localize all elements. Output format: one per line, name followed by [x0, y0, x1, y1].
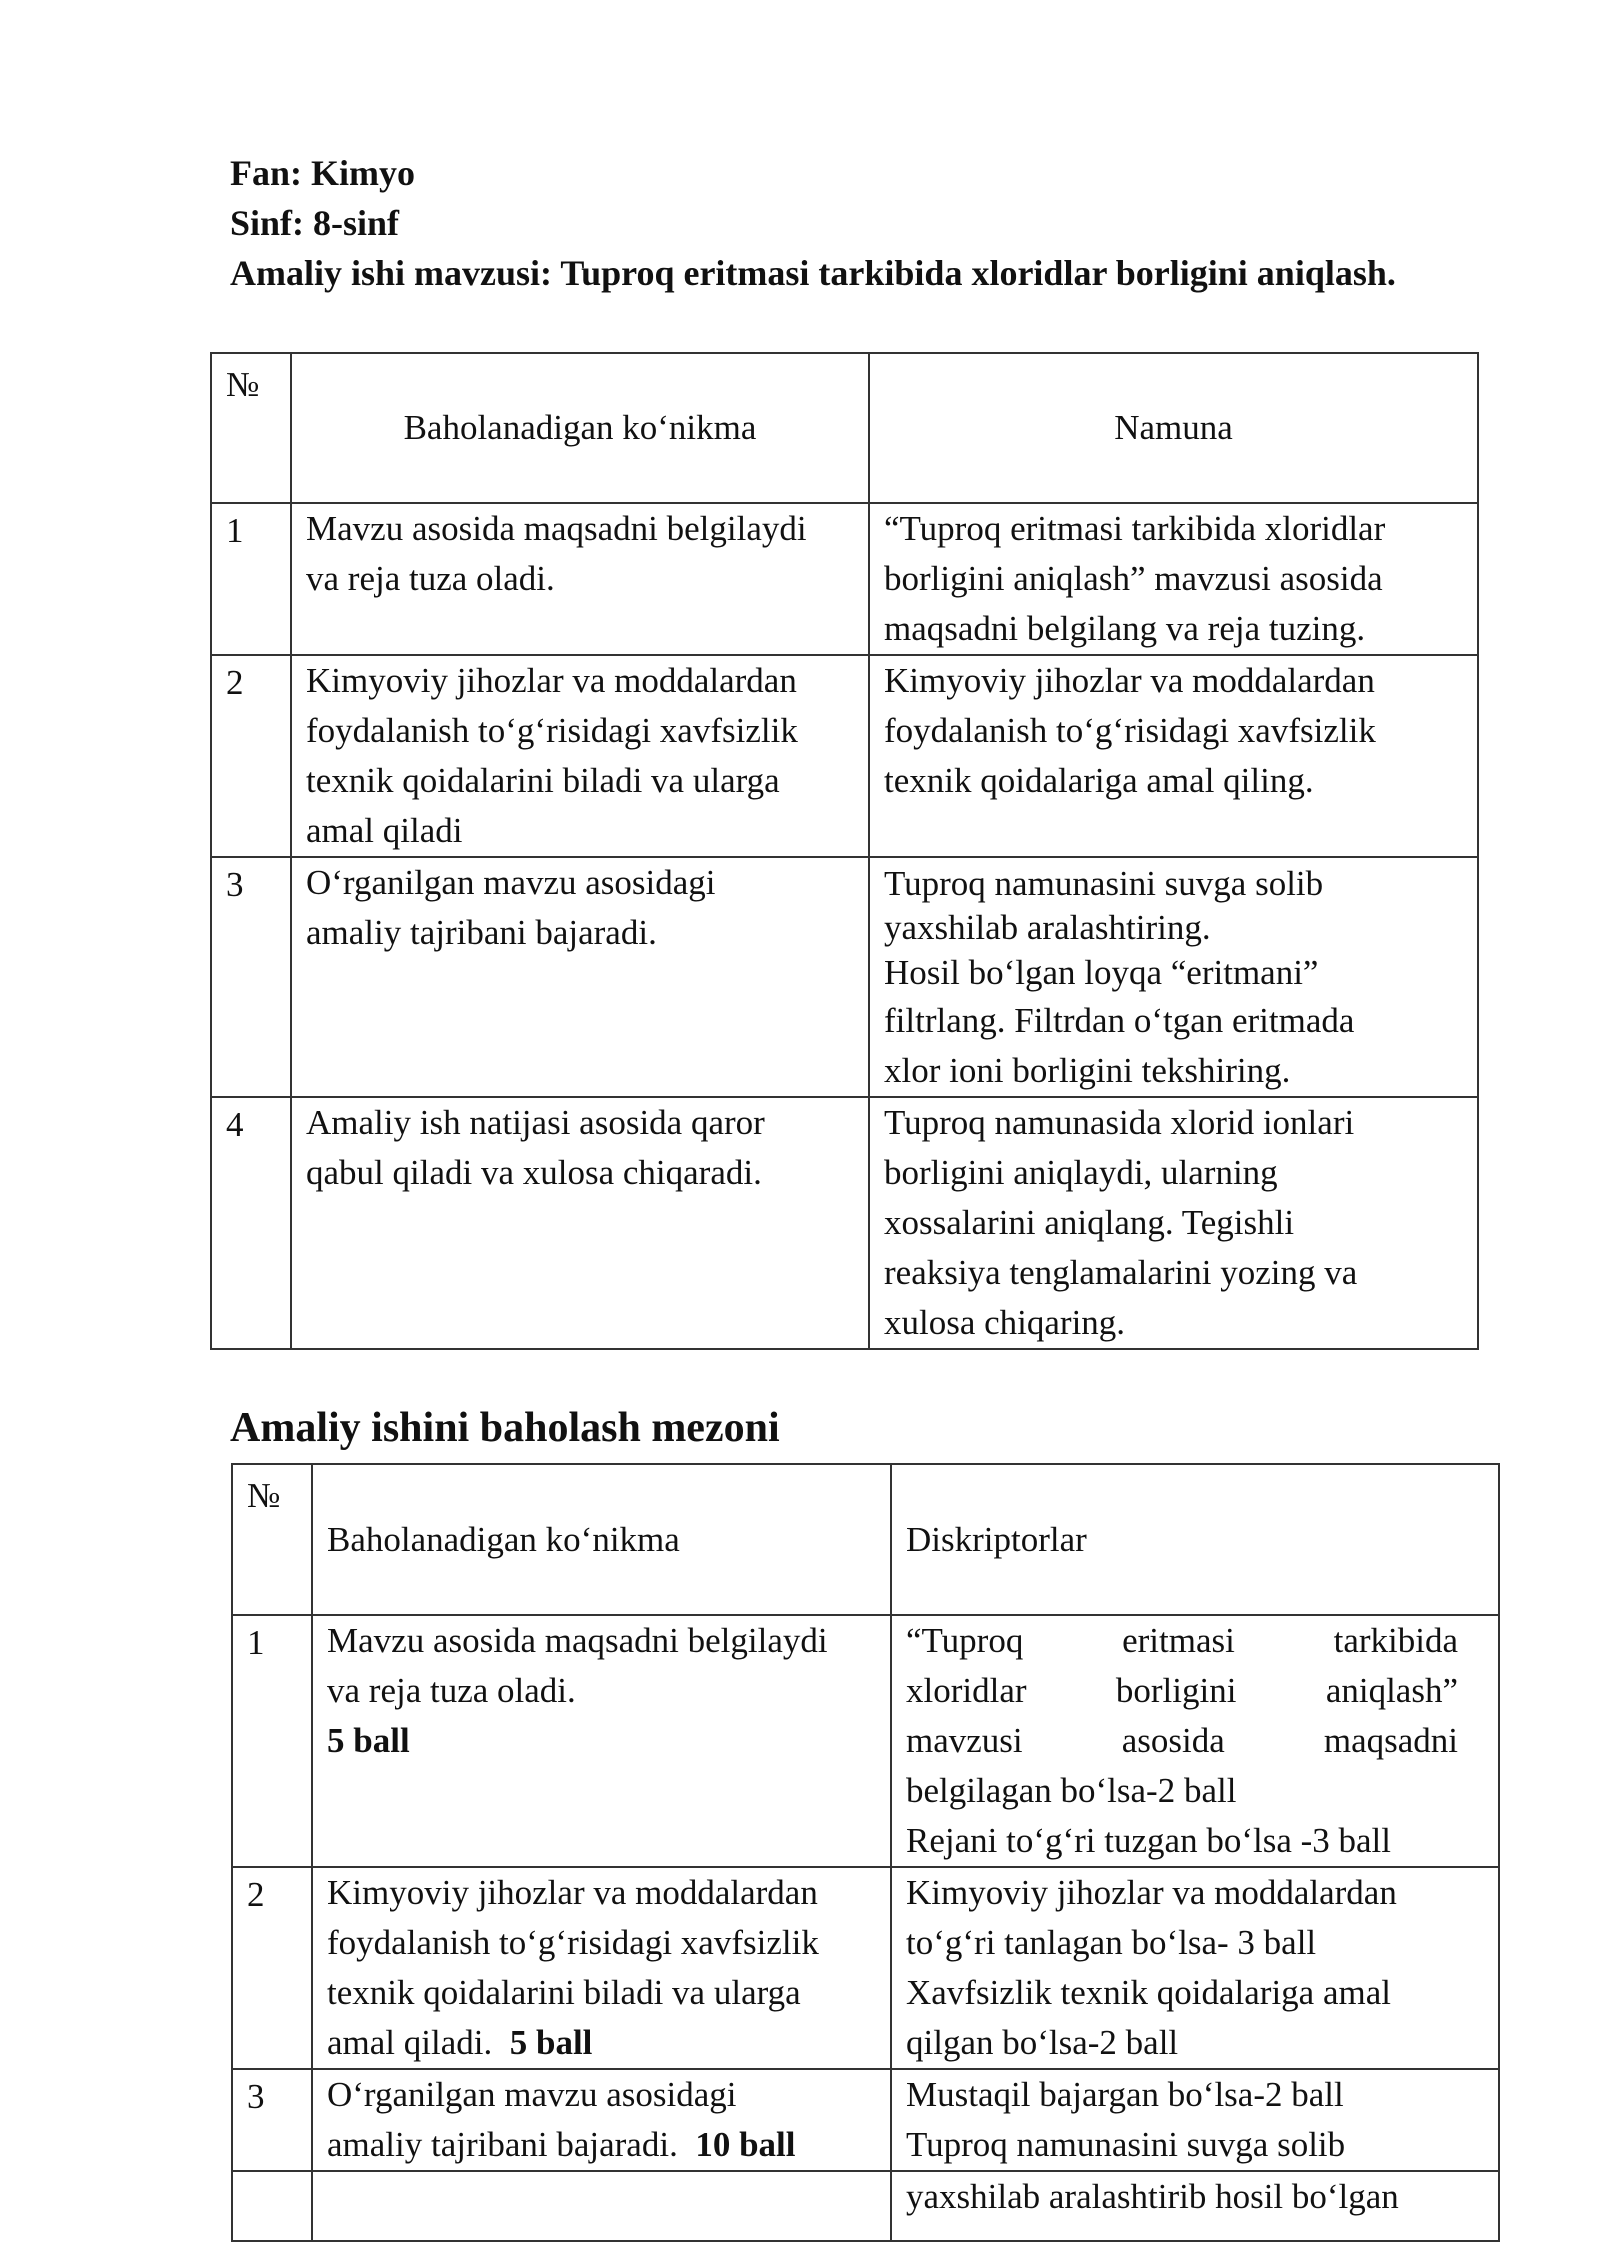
cell-line: va reja tuza oladi.	[327, 1671, 576, 1710]
descriptor-cell	[891, 2171, 1499, 2241]
sample-cell	[869, 503, 1478, 655]
cell-line: amal qiladi	[306, 811, 463, 850]
cell-line: Kimyoviy jihozlar va moddalardan	[327, 1873, 818, 1912]
grade-line: Sinf: 8-sinf	[230, 203, 400, 243]
cell-line: Kimyoviy jihozlar va moddalardan	[906, 1873, 1397, 1912]
points-value: 10 ball	[695, 2125, 796, 2164]
cell-line: foydalanish to‘g‘risidagi xavfsizlik	[306, 711, 798, 750]
skill-cell	[291, 503, 869, 655]
table-row	[211, 503, 1478, 655]
cell-line: texnik qoidalarini biladi va ularga	[306, 761, 780, 800]
skill-cell	[312, 2171, 891, 2241]
column-header-skill: Baholanadigan ko‘nikma	[312, 1464, 891, 1615]
cell-line: borligini aniqlash” mavzusi asosida	[884, 559, 1383, 598]
cell-line: reaksiya tenglamalarini yozing va	[884, 1253, 1358, 1292]
table-row	[211, 655, 1478, 857]
column-header-number: №	[211, 353, 291, 503]
row-number: 3	[232, 2069, 312, 2171]
cell-line: Rejani to‘g‘ri tuzgan bo‘lsa -3 ball	[906, 1821, 1391, 1860]
cell-line: borligini aniqlaydi, ularning	[884, 1153, 1278, 1192]
cell-line: xossalarini aniqlang. Tegishli	[884, 1203, 1295, 1242]
cell-line: qilgan bo‘lsa-2 ball	[906, 2023, 1179, 2062]
topic-line: Amaliy ishi mavzusi: Tuproq eritmasi tarkibida xloridlar borligini aniqlash.	[230, 253, 1396, 293]
cell-line	[327, 2018, 876, 2068]
cell-line: xlor ioni borligini tekshiring.	[884, 1051, 1291, 1090]
sample-cell	[869, 1097, 1478, 1349]
skill-cell	[312, 2069, 891, 2171]
cell-line: amaliy tajribani bajaradi.	[306, 913, 657, 952]
cell-line: Mustaqil bajargan bo‘lsa-2 ball	[906, 2075, 1344, 2114]
skill-cell	[312, 1615, 891, 1867]
cell-line: Mavzu asosida maqsadni belgilaydi	[327, 1621, 828, 1660]
cell-line: foydalanish to‘g‘risidagi xavfsizlik	[884, 711, 1376, 750]
table-row	[211, 857, 1478, 1097]
table-row	[232, 2171, 1499, 2241]
cell-line: Kimyoviy jihozlar va moddalardan	[306, 661, 797, 700]
cell-line: qabul qiladi va xulosa chiqaradi.	[306, 1153, 762, 1192]
descriptor-cell	[891, 1615, 1499, 1867]
skill-last-line: amaliy tajribani bajaradi.	[327, 2125, 678, 2164]
table-header-row	[211, 353, 1478, 503]
cell-line: Tuproq namunasini suvga solib	[884, 864, 1324, 903]
column-header-number: №	[232, 1464, 312, 1615]
column-header-sample: Namuna	[869, 353, 1478, 503]
cell-line: filtrlang. Filtrdan o‘tgan eritmada	[884, 1001, 1355, 1040]
cell-line: Tuproq namunasini suvga solib	[906, 2125, 1346, 2164]
table-row	[211, 1097, 1478, 1349]
skills-sample-table	[210, 352, 1479, 1350]
skill-cell	[291, 1097, 869, 1349]
table-row	[232, 2069, 1499, 2171]
row-number	[232, 2171, 312, 2241]
cell-line: Hosil bo‘lgan loyqa “eritmani”	[884, 953, 1319, 992]
skill-cell	[291, 655, 869, 857]
cell-line: maqsadni belgilang va reja tuzing.	[884, 609, 1366, 648]
cell-line: texnik qoidalarini biladi va ularga	[327, 1973, 801, 2012]
cell-line: texnik qoidalariga amal qiling.	[884, 761, 1314, 800]
cell-line: Amaliy ish natijasi asosida qaror	[306, 1103, 765, 1142]
assessment-criteria-table	[231, 1463, 1500, 2242]
cell-line: O‘rganilgan mavzu asosidagi	[306, 863, 716, 902]
points-label	[327, 1716, 876, 1766]
sample-cell	[869, 655, 1478, 857]
cell-line: belgilagan bo‘lsa-2 ball	[906, 1771, 1237, 1810]
cell-line: to‘g‘ri tanlagan bo‘lsa- 3 ball	[906, 1923, 1317, 1962]
skill-cell	[291, 857, 869, 1097]
cell-line: xloridlar borligini aniqlash”	[906, 1671, 1458, 1710]
row-number: 3	[211, 857, 291, 1097]
cell-line	[327, 2120, 876, 2170]
descriptor-cell	[891, 2069, 1499, 2171]
table-header-row	[232, 1464, 1499, 1615]
cell-line: foydalanish to‘g‘risidagi xavfsizlik	[327, 1923, 819, 1962]
cell-line: Kimyoviy jihozlar va moddalardan	[884, 661, 1375, 700]
sample-cell	[869, 857, 1478, 1097]
cell-line: Tuproq namunasida xlorid ionlari	[884, 1103, 1355, 1142]
cell-line: va reja tuza oladi.	[306, 559, 555, 598]
table-row	[232, 1867, 1499, 2069]
row-number: 2	[232, 1867, 312, 2069]
cell-line: “Tuproq eritmasi tarkibida xloridlar	[884, 509, 1386, 548]
column-header-skill: Baholanadigan ko‘nikma	[291, 353, 869, 503]
row-number: 2	[211, 655, 291, 857]
cell-line: mavzusi asosida maqsadni	[906, 1721, 1458, 1760]
row-number: 4	[211, 1097, 291, 1349]
table-row	[232, 1615, 1499, 1867]
skill-last-line: amal qiladi.	[327, 2023, 493, 2062]
row-number: 1	[211, 503, 291, 655]
points-value: 5 ball	[327, 1721, 410, 1760]
cell-line: O‘rganilgan mavzu asosidagi	[327, 2075, 737, 2114]
cell-line: xulosa chiqaring.	[884, 1303, 1126, 1342]
cell-line: yaxshilab aralashtirib hosil bo‘lgan	[906, 2177, 1399, 2216]
points-value: 5 ball	[509, 2023, 593, 2062]
subject-line: Fan: Kimyo	[230, 153, 415, 193]
section-title: Amaliy ishini baholash mezoni	[230, 1405, 780, 1451]
skill-cell	[312, 1867, 891, 2069]
cell-line: “Tuproq eritmasi tarkibida	[906, 1621, 1458, 1660]
document-header	[230, 148, 1396, 298]
descriptor-cell	[891, 1867, 1499, 2069]
cell-line: yaxshilab aralashtiring.	[884, 908, 1211, 947]
cell-line: Mavzu asosida maqsadni belgilaydi	[306, 509, 807, 548]
cell-line: Xavfsizlik texnik qoidalariga amal	[906, 1973, 1391, 2012]
column-header-descriptors: Diskriptorlar	[891, 1464, 1499, 1615]
row-number: 1	[232, 1615, 312, 1867]
